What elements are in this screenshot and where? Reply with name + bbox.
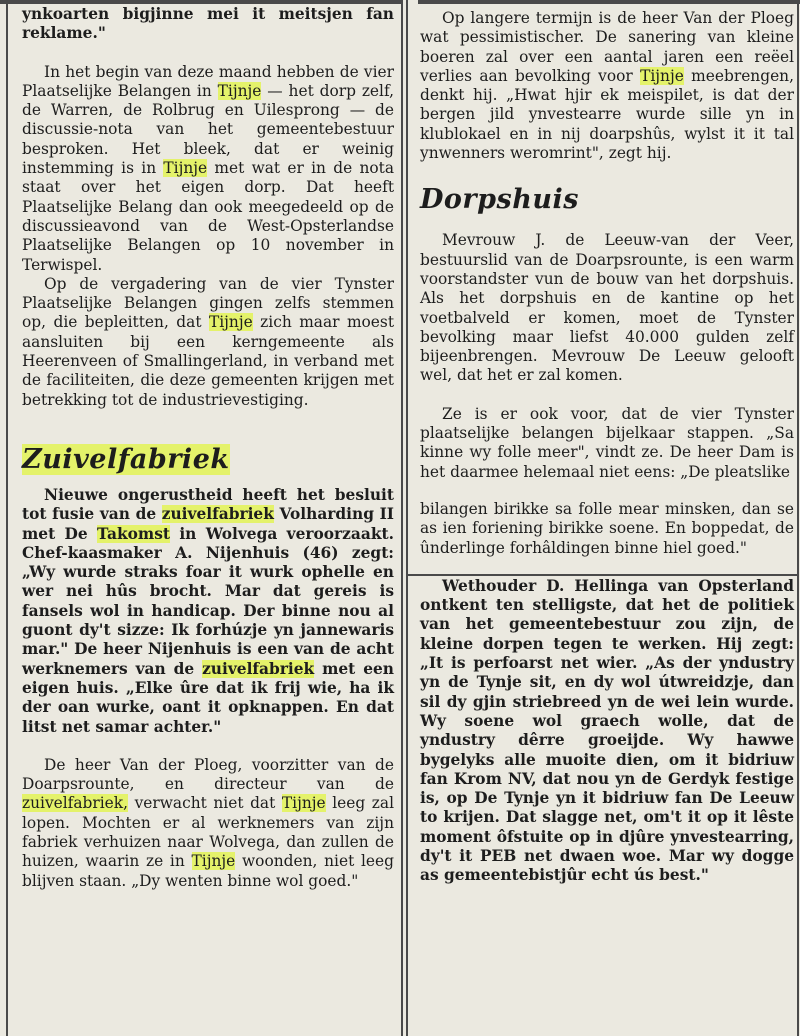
section-heading-dorpshuis: Dorpshuis bbox=[420, 184, 579, 216]
paragraph-vergadering bbox=[22, 275, 394, 410]
section-heading-zuivelfabriek: Zuivelfabriek bbox=[22, 443, 230, 475]
text-run: Op langere termijn is de heer Van der Ploeg wat pessimistischer. De sanering van kleine boeren zal over een aantal jaren een reëel verlies aan bevolking voor bbox=[420, 9, 794, 85]
highlighted-term: Tijnje bbox=[163, 159, 208, 178]
text-run: Nieuwe ongerustheid heeft het besluit tot fusie van de bbox=[22, 485, 394, 524]
text-run: in Wolvega veroorzaakt. Chef-kaasmaker A. Nijenhuis (46) zegt: „Wy wurde straks foar it wurk ophelle en wer nei hûs brocht. Mar dat gereis is fansels wol in handicap. Der binne nou al guont dy't sizze: Ik forhúzje yn jannewaris mar." De heer Nijenhuis is een van de acht werknemers van de bbox=[22, 524, 394, 678]
text-run: ynkoarten bigjinne mei it meitsjen fan reklame." bbox=[22, 5, 394, 43]
text-run: Wethouder D. Hellinga van Opsterland ontkent ten stelligste, dat het de politiek van het gemeentebestuur zou zijn, de kleine dorpen tegen te werken. Hij zegt: „It is perfoarst net wier. „As der yndustry yn de Tynje sit, en dy wol útwreidzje, dan sil dy gjin striebreed yn de wei lein wurde. Wy soene wol graech wolle, dat de yndustry dêrre groeijde. Wy hawwe bygelyks alle muoite dien, om it bidriuw fan Krom NV, dat nou yn de Gerdyk festige is, op De Tynje yn it bidriuw fan De Leeuw to krijen. Dat slagge net, om't it op it lêste moment ôfstuite op in djûre ynvestearring, dy't it PEB net dwaen woe. Mar wy dogge as gemeentebistjûr echt ús best." bbox=[420, 576, 794, 885]
paragraph-langere-termijn bbox=[420, 9, 794, 163]
paragraph-nijenhuis bbox=[22, 486, 394, 737]
column-divider-left bbox=[401, 0, 403, 1036]
paragraph-vier-belangen bbox=[420, 405, 794, 482]
right-column bbox=[420, 0, 794, 886]
text-run: — het dorp zelf, de Warren, de Rolbrug en Uilesprong — de discussie-nota van het gemeentebestuur besproken. Het bleek, dat er weinig instemming is in bbox=[22, 81, 395, 178]
text-run: met wat er in de nota staat over het eigen dorp. Dat heeft Plaatselijke Belang dan ook meegedeeld op de discussieavond van de West-Opsterlandse Plaatselijke Belangen op 10 november in Terwispel. bbox=[22, 159, 394, 274]
right-border bbox=[797, 0, 799, 1036]
paragraph-bilangen bbox=[420, 500, 794, 558]
text-run: verwacht niet dat bbox=[128, 794, 282, 813]
paragraph-hellinga bbox=[420, 577, 794, 886]
column-divider-right bbox=[406, 0, 408, 1036]
paragraph-de-leeuw bbox=[420, 231, 794, 385]
left-column bbox=[22, 0, 394, 891]
highlighted-term: Tijnje bbox=[217, 81, 262, 100]
highlighted-term: Takomst bbox=[97, 524, 170, 543]
paragraph-van-der-ploeg bbox=[22, 756, 394, 891]
article-intro-tail bbox=[22, 5, 394, 44]
text-run: De heer Van der Ploeg, voorzitter van de Doarpsrounte, en directeur van de bbox=[22, 755, 394, 794]
highlighted-term: zuivelfabriek bbox=[161, 505, 274, 524]
text-run: Ze is er ook voor, dat de vier Tynster plaatselijke belangen bijelkaar stappen. „Sa kinne wy folle meer", vindt ze. De heer Dam is het daarmee helemaal niet eens: „De pleatslike bbox=[420, 404, 794, 481]
text-run: meebrengen, denkt hij. „Hwat hjir ek meispilet, is dat der bergen jild ynvestearre wurde sille yn in klublokael en in nij doarpshûs, wylst it it tal ynwenners weromrint", zegt hij. bbox=[420, 66, 794, 163]
highlighted-term: Tijnje bbox=[191, 852, 236, 871]
highlighted-term: Tijnje bbox=[208, 313, 253, 332]
text-run: Volharding II met De bbox=[22, 505, 394, 543]
text-run: met een eigen huis. „Elke ûre dat ik frij wie, ha ik der oan wurke, oant it opknappen. En dat litst net samar achter." bbox=[22, 659, 394, 736]
highlighted-term: Tijnje bbox=[281, 794, 326, 813]
text-run: woonden, niet leeg blijven staan. „Dy wenten binne wol goed." bbox=[22, 852, 394, 890]
text-run: Op de vergadering van de vier Tynster Plaatselijke Belangen gingen zelfs stemmen op, die bepleitten, dat bbox=[22, 274, 394, 332]
text-run: bilangen birikke sa folle mear minsken, dan se as ien foriening birikke soene. En boppedat, de ûnderlinge forhâldingen binne hiel goed." bbox=[420, 499, 794, 557]
text-run: In het begin van deze maand hebben de vier Plaatselijke Belangen in bbox=[22, 62, 394, 100]
paragraph-plaatselijke-belangen bbox=[22, 63, 394, 275]
highlighted-term: zuivelfabriek bbox=[202, 659, 315, 678]
text-run: leeg zal lopen. Mochten er al werknemers van zijn fabriek verhuizen naar Wolvega, dan zullen de huizen, waarin ze in bbox=[22, 794, 394, 871]
text-run: Mevrouw J. de Leeuw-van der Veer, bestuurslid van de Doarpsrounte, is een warm voorstandster vun de bouw van het dorpshuis. Als het dorpshuis en de kantine op het voetbalveld er komen, moet de Tynster bevolking maar liefst 40.000 gulden zelf bijeenbrengen. Mevrouw De Leeuw gelooft wel, dat het er zal komen. bbox=[420, 231, 794, 385]
highlighted-term: Tijnje bbox=[640, 66, 684, 85]
text-run: zich maar moest aansluiten bij een kerngemeente als Heerenveen of Smallingerland, in verband met de faciliteiten, die deze gemeenten krijgen met betrekking tot de industrievestiging. bbox=[22, 313, 395, 409]
left-border bbox=[6, 0, 8, 1036]
highlighted-term: zuivelfabriek, bbox=[22, 794, 128, 813]
